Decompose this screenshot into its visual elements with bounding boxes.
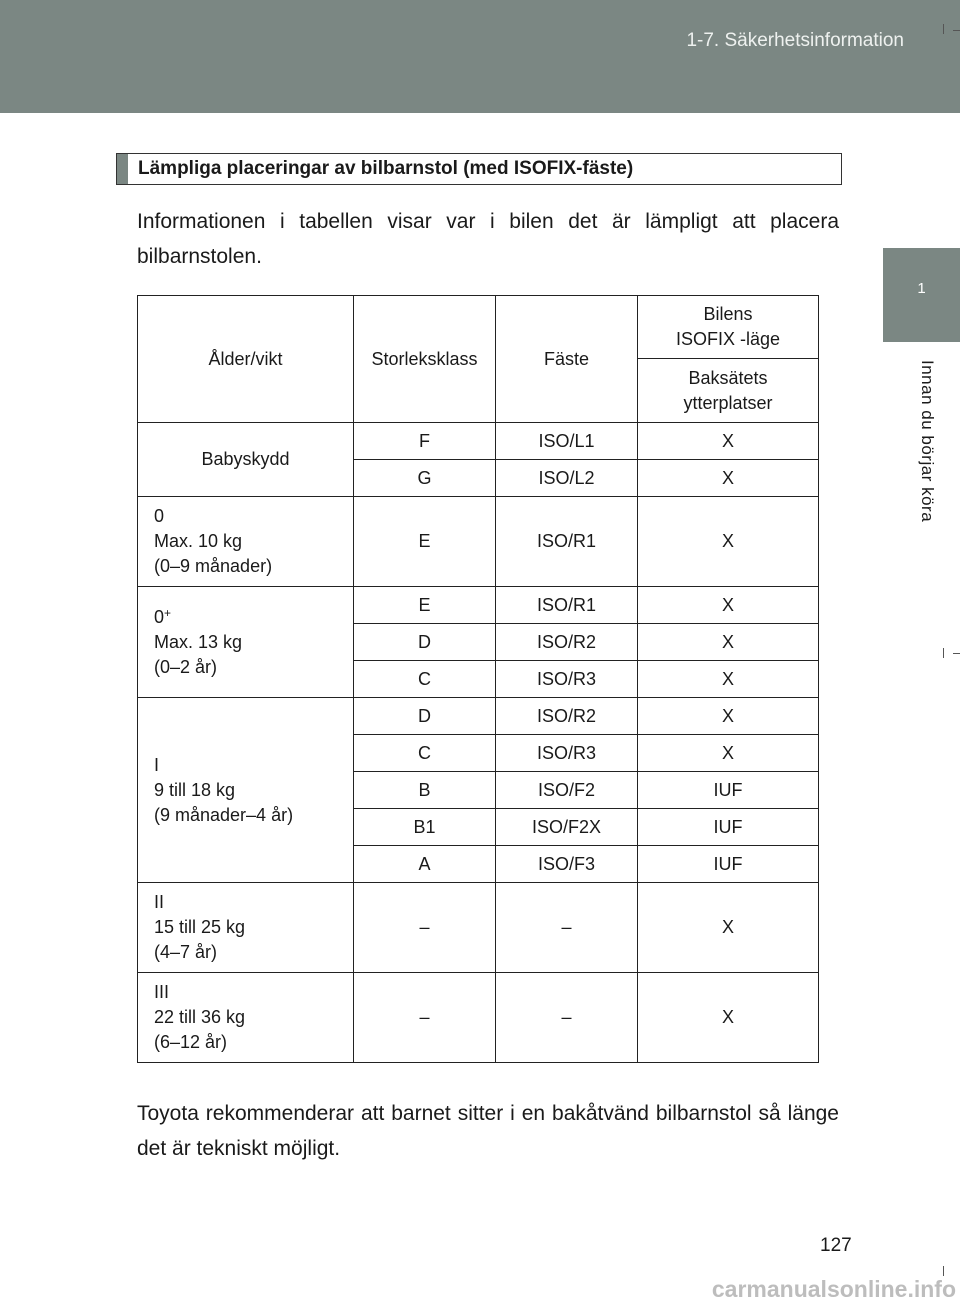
fixture-cell: ISO/R1 <box>496 587 638 624</box>
heading-text: Lämpliga placeringar av bilbarnstol (med ISOFIX-fäste) <box>138 158 634 179</box>
section-breadcrumb: 1-7. Säkerhetsinformation <box>686 30 904 51</box>
isofix-value-cell: X <box>638 973 819 1063</box>
age-weight-cell: Babyskydd <box>138 423 354 497</box>
size-class-cell: – <box>354 883 496 973</box>
isofix-value-cell: X <box>638 497 819 587</box>
size-class-cell: B <box>354 772 496 809</box>
intro-paragraph: Informationen i tabellen visar var i bilen det är lämpligt att placera bilbarnstolen. <box>137 210 839 268</box>
fixture-cell: – <box>496 883 638 973</box>
page-number: 127 <box>820 1235 852 1256</box>
chapter-tab <box>883 248 960 342</box>
fixture-cell: ISO/R2 <box>496 698 638 735</box>
crop-mark <box>953 30 960 31</box>
table-row <box>138 497 819 587</box>
fixture-cell: ISO/R3 <box>496 735 638 772</box>
fixture-cell: ISO/F2 <box>496 772 638 809</box>
isofix-value-cell: X <box>638 624 819 661</box>
age-weight-cell: 0 Max. 10 kg (0–9 månader) <box>138 497 354 587</box>
isofix-value-cell: X <box>638 735 819 772</box>
fixture-cell: ISO/R2 <box>496 624 638 661</box>
header-row <box>138 296 819 359</box>
fixture-cell: ISO/L1 <box>496 423 638 460</box>
fixture-cell: ISO/R1 <box>496 497 638 587</box>
header-band <box>0 0 960 113</box>
isofix-value-cell: IUF <box>638 772 819 809</box>
isofix-value-cell: IUF <box>638 809 819 846</box>
fixture-cell: ISO/R3 <box>496 661 638 698</box>
section-heading <box>116 153 842 185</box>
age-weight-cell: III 22 till 36 kg (6–12 år) <box>138 973 354 1063</box>
table-row <box>138 973 819 1063</box>
recommendation-paragraph: Toyota rekommenderar att barnet sitter i en bakåtvänd bilbarnstol så länge det är tekniskt möjligt. <box>137 1102 839 1160</box>
heading-accent-bar <box>117 154 128 184</box>
table-row <box>138 587 819 624</box>
isofix-table <box>137 295 819 1063</box>
age-weight-cell: 0+ Max. 13 kg (0–2 år) <box>138 587 354 698</box>
fixture-cell: – <box>496 973 638 1063</box>
isofix-value-cell: IUF <box>638 846 819 883</box>
crop-mark <box>943 1266 944 1276</box>
col-header-isofix-position: Bilens ISOFIX -läge <box>638 296 819 359</box>
col-header-rear-outer: Baksätets ytterplatser <box>638 359 819 423</box>
fixture-cell: ISO/F2X <box>496 809 638 846</box>
fixture-cell: ISO/L2 <box>496 460 638 497</box>
fixture-cell: ISO/F3 <box>496 846 638 883</box>
col-header-age-weight: Ålder/vikt <box>138 296 354 423</box>
chapter-label: Innan du börjar köra <box>918 360 937 523</box>
size-class-cell: A <box>354 846 496 883</box>
table-row <box>138 698 819 735</box>
isofix-value-cell: X <box>638 883 819 973</box>
size-class-cell: F <box>354 423 496 460</box>
size-class-cell: D <box>354 624 496 661</box>
isofix-value-cell: X <box>638 423 819 460</box>
isofix-value-cell: X <box>638 698 819 735</box>
size-class-cell: B1 <box>354 809 496 846</box>
isofix-value-cell: X <box>638 587 819 624</box>
table-row <box>138 423 819 460</box>
crop-mark <box>953 653 960 654</box>
chapter-number: 1 <box>917 280 926 297</box>
size-class-cell: – <box>354 973 496 1063</box>
isofix-value-cell: X <box>638 460 819 497</box>
size-class-cell: E <box>354 587 496 624</box>
crop-mark <box>943 648 944 658</box>
isofix-value-cell: X <box>638 661 819 698</box>
size-class-cell: D <box>354 698 496 735</box>
age-weight-cell: II 15 till 25 kg (4–7 år) <box>138 883 354 973</box>
size-class-cell: G <box>354 460 496 497</box>
crop-mark <box>943 24 944 34</box>
size-class-cell: C <box>354 661 496 698</box>
size-class-cell: C <box>354 735 496 772</box>
table-row <box>138 883 819 973</box>
col-header-fixture: Fäste <box>496 296 638 423</box>
col-header-size-class: Storleksklass <box>354 296 496 423</box>
watermark: carmanualsonline.info <box>711 1276 956 1302</box>
size-class-cell: E <box>354 497 496 587</box>
age-weight-cell: I 9 till 18 kg (9 månader–4 år) <box>138 698 354 883</box>
